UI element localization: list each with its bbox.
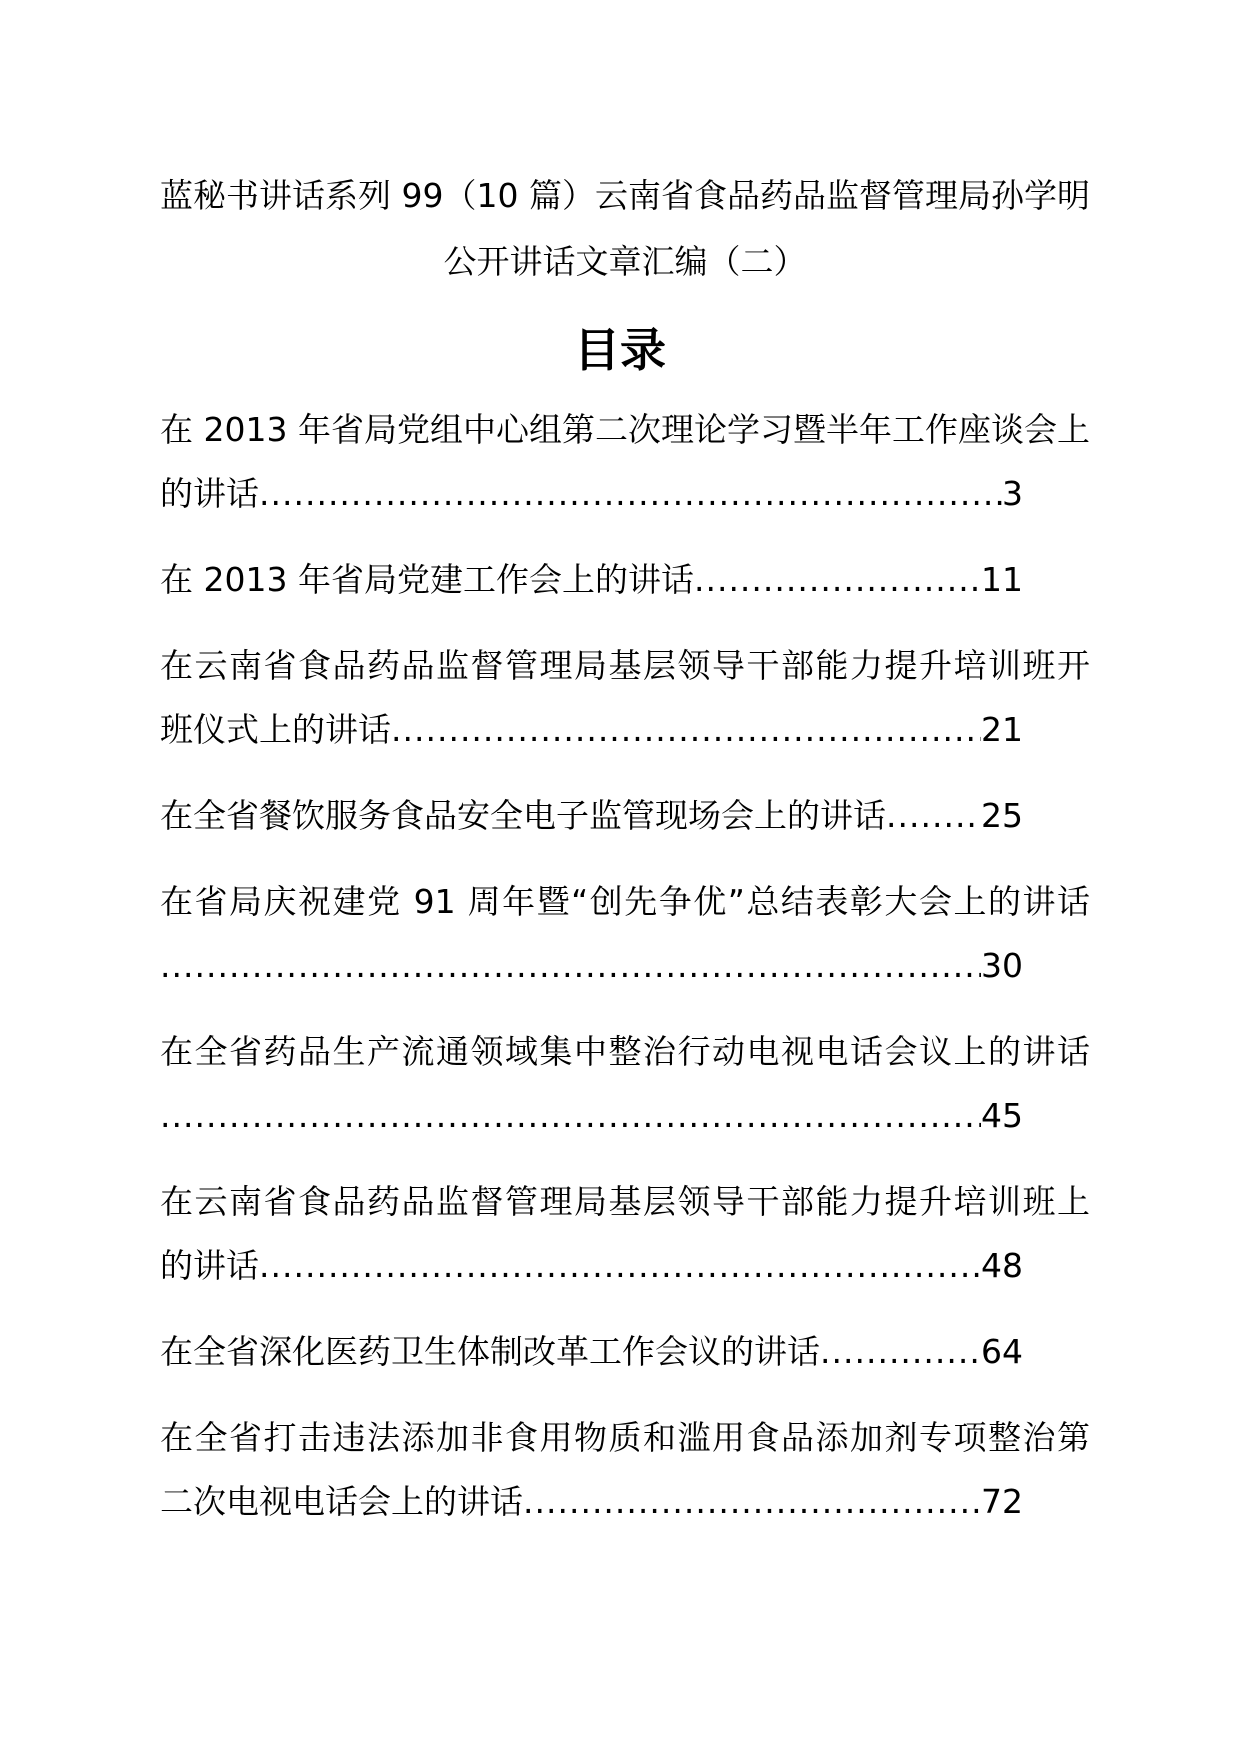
toc-leader-dots <box>694 560 981 600</box>
toc-entry-1-line-1: 在 2013 年省局党组中心组第二次理论学习暨半年工作座谈会上 <box>160 410 1090 449</box>
toc-entry-3-page: 21 <box>981 710 1023 749</box>
toc-leader-dots <box>160 946 981 986</box>
toc-entry-1-title: 的讲话 <box>160 474 259 513</box>
toc-entry-3-line-1: 在云南省食品药品监督管理局基层领导干部能力提升培训班开 <box>160 646 1090 685</box>
toc-entry-3[interactable] <box>160 710 1023 750</box>
toc-entry-2-page: 11 <box>981 560 1023 599</box>
toc-entry-4[interactable] <box>160 796 1023 836</box>
toc-entry-7-line-1: 在云南省食品药品监督管理局基层领导干部能力提升培训班上 <box>160 1182 1090 1221</box>
toc-leader-dots <box>523 1482 981 1522</box>
toc-leader-dots <box>259 474 1002 514</box>
toc-entry-6-line-1: 在全省药品生产流通领域集中整治行动电视电话会议上的讲话 <box>160 1032 1090 1071</box>
toc-entry-7[interactable] <box>160 1246 1023 1286</box>
toc-entry-9-line-1: 在全省打击违法添加非食用物质和滥用食品添加剂专项整治第 <box>160 1418 1090 1457</box>
toc-entry-8-title: 在全省深化医药卫生体制改革工作会议的讲话 <box>160 1332 820 1371</box>
toc-entry-5-line-1: 在省局庆祝建党 91 周年暨“创先争优”总结表彰大会上的讲话 <box>160 882 1090 921</box>
toc-entry-4-title: 在全省餐饮服务食品安全电子监管现场会上的讲话 <box>160 796 886 835</box>
toc-entry-8[interactable] <box>160 1332 1023 1372</box>
toc-entry-6[interactable] <box>160 1096 1023 1136</box>
document-title-line-1: 蓝秘书讲话系列 99（10 篇）云南省食品药品监督管理局孙学明 <box>160 176 1090 215</box>
toc-entry-9-page: 72 <box>981 1482 1023 1521</box>
toc-entry-2-title: 在 2013 年省局党建工作会上的讲话 <box>160 560 694 599</box>
toc-entry-6-page: 45 <box>981 1096 1023 1135</box>
toc-entry-9-title: 二次电视电话会上的讲话 <box>160 1482 523 1521</box>
toc-heading: 目录 <box>574 323 666 377</box>
toc-entry-2[interactable] <box>160 560 1023 600</box>
toc-leader-dots <box>820 1332 981 1372</box>
toc-entry-1-page: 3 <box>1002 474 1023 513</box>
document-title-line-2: 公开讲话文章汇编（二） <box>443 242 807 281</box>
toc-entry-1[interactable] <box>160 474 1023 514</box>
toc-entry-4-page: 25 <box>981 796 1023 835</box>
toc-entry-3-title: 班仪式上的讲话 <box>160 710 391 749</box>
toc-entry-8-page: 64 <box>981 1332 1023 1371</box>
toc-leader-dots <box>259 1246 981 1286</box>
toc-entry-5-page: 30 <box>981 946 1023 985</box>
toc-leader-dots <box>886 796 981 836</box>
toc-entry-7-title: 的讲话 <box>160 1246 259 1285</box>
toc-entry-9[interactable] <box>160 1482 1023 1522</box>
toc-leader-dots <box>391 710 981 750</box>
toc-entry-7-page: 48 <box>981 1246 1023 1285</box>
toc-entry-5[interactable] <box>160 946 1023 986</box>
toc-leader-dots <box>160 1096 981 1136</box>
